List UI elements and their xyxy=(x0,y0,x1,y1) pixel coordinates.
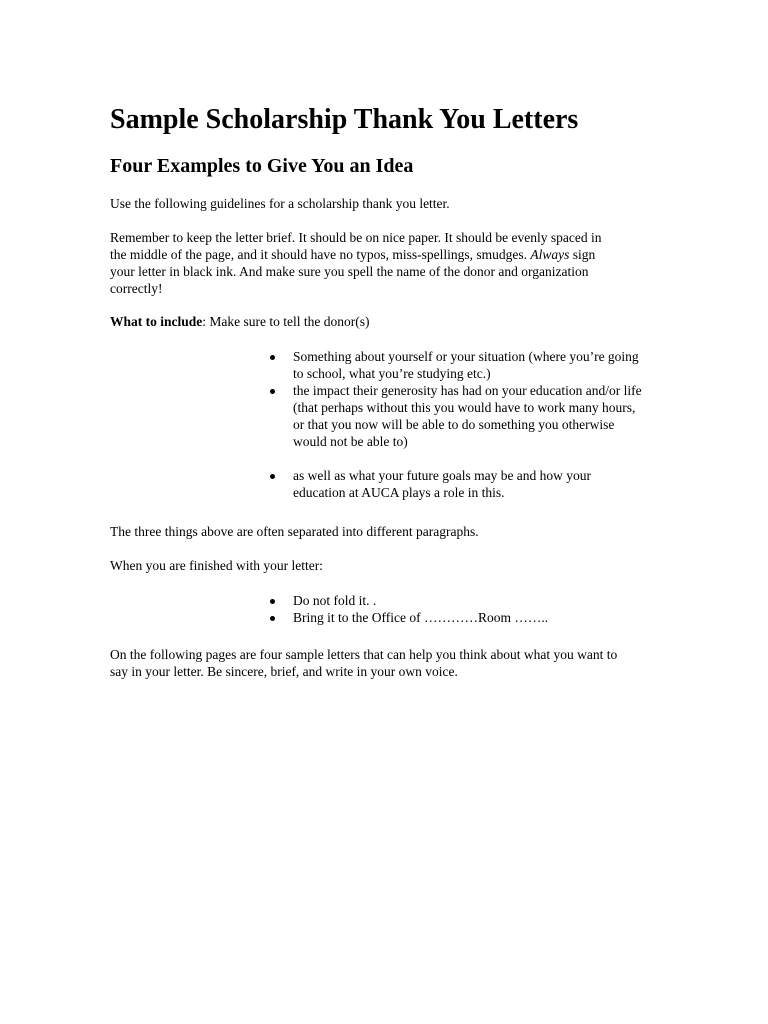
page-subtitle: Four Examples to Give You an Idea xyxy=(110,155,414,177)
list-item: Bring it to the Office of …………Room …….. xyxy=(268,609,708,626)
list-item: the impact their generosity has had on your education and/or life (that perhaps without this you would have to work many hours, or that you now will be able to do something you otherwise would not be able to) xyxy=(268,382,708,450)
include-text: : Make sure to tell the donor(s) xyxy=(202,314,370,329)
remember-line-3: your letter in black ink. And make sure you spell the name of the donor and organization xyxy=(110,264,589,279)
finished-text: When you are finished with your letter: xyxy=(110,558,323,573)
closing-line-2: say in your letter. Be sincere, brief, and write in your own voice. xyxy=(110,664,458,679)
include-paragraph xyxy=(110,313,700,330)
remember-line-4: correctly! xyxy=(110,281,163,296)
list-gap xyxy=(268,450,708,467)
finished-list xyxy=(268,592,708,626)
intro-text: Use the following guidelines for a scholarship thank you letter. xyxy=(110,196,450,211)
remember-line-1: Remember to keep the letter brief. It should be on nice paper. It should be evenly spaced in xyxy=(110,230,602,245)
remember-line-2-text: the middle of the page, and it should have no typos, miss-spellings, smudges. xyxy=(110,247,531,262)
remember-line-2 xyxy=(110,246,700,263)
bullet-icon xyxy=(270,474,275,479)
bullet-icon xyxy=(270,616,275,621)
list-item: as well as what your future goals may be and how your education at AUCA plays a role in this. xyxy=(268,467,708,501)
include-label: What to include xyxy=(110,314,203,329)
bullet-icon xyxy=(270,599,275,604)
remember-paragraph xyxy=(110,229,700,297)
remember-line-2-end: sign xyxy=(569,247,596,262)
bullet-icon xyxy=(270,389,275,394)
closing-line-1: On the following pages are four sample letters that can help you think about what you want to xyxy=(110,647,618,662)
finished-paragraph xyxy=(110,557,700,574)
include-list xyxy=(268,348,708,501)
always-emphasis: Always xyxy=(530,247,570,262)
bullet-icon xyxy=(270,355,275,360)
list-item: Do not fold it. . xyxy=(268,592,708,609)
closing-paragraph xyxy=(110,646,700,680)
three-things-text: The three things above are often separated into different paragraphs. xyxy=(110,524,479,539)
list-item: Something about yourself or your situation (where you’re going to school, what you’re studying etc.) xyxy=(268,348,708,382)
intro-paragraph xyxy=(110,195,700,212)
page-title: Sample Scholarship Thank You Letters xyxy=(110,104,579,135)
three-things-paragraph xyxy=(110,523,700,540)
